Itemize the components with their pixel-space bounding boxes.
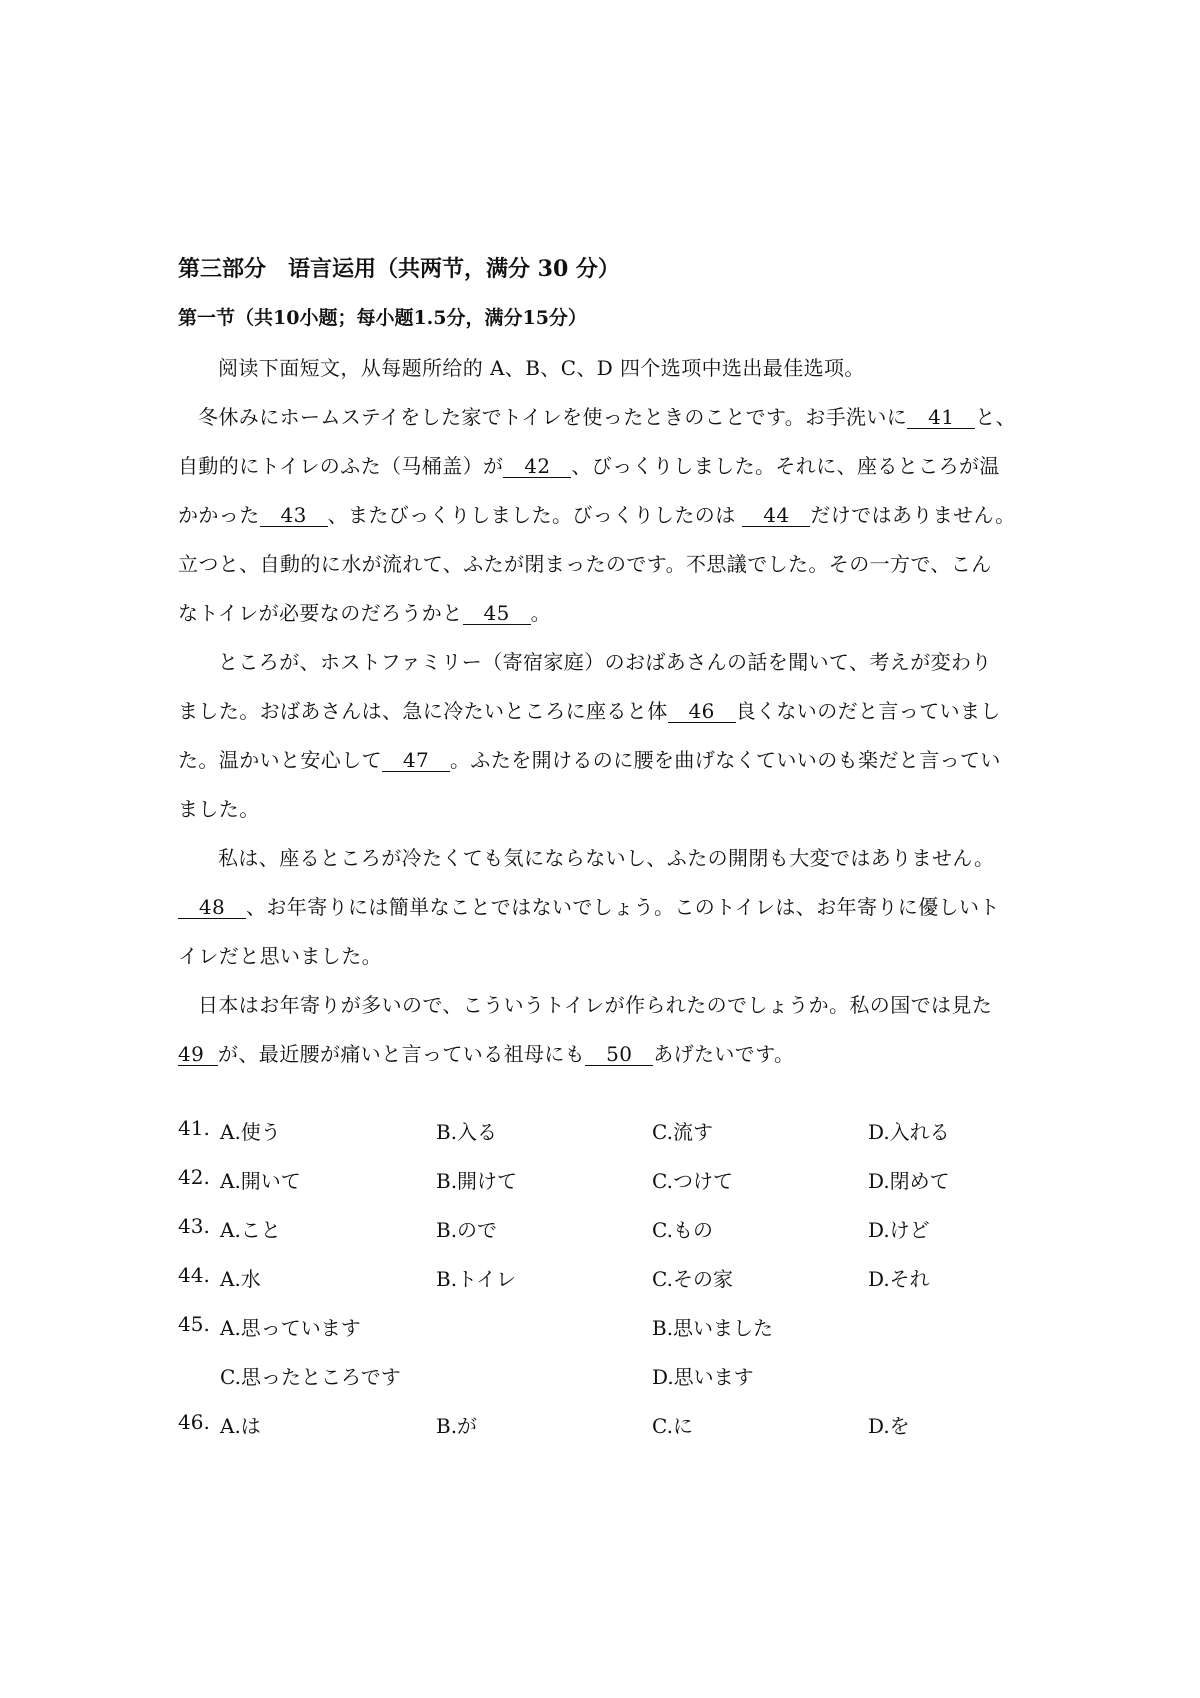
- passage-line: [178, 1038, 794, 1067]
- passage-line: [178, 744, 1001, 773]
- passage-text: なトイレが必要なのだろうかと: [178, 601, 463, 625]
- passage-text: かかった: [178, 503, 260, 527]
- option-d[interactable]: D.閉めて: [868, 1169, 950, 1193]
- blank-44: 44: [742, 505, 810, 527]
- option-d[interactable]: D.思います: [652, 1365, 754, 1389]
- passage-line: ところが、ホストファミリー（寄宿家庭）のおばあさんの話を聞いて、考えが変わり: [218, 650, 992, 674]
- option-b[interactable]: B.トイレ: [436, 1267, 517, 1291]
- passage-text: た。温かいと安心して: [178, 748, 382, 772]
- option-a[interactable]: A.は: [220, 1414, 261, 1438]
- option-a[interactable]: A.こと: [220, 1218, 281, 1242]
- option-b[interactable]: B.入る: [436, 1120, 498, 1144]
- option-c[interactable]: C.に: [652, 1414, 693, 1438]
- option-d[interactable]: D.を: [868, 1414, 910, 1438]
- section-title: 第一节（共10小题；每小题1.5分，满分15分）: [178, 307, 587, 329]
- passage-line: [178, 891, 1000, 920]
- blank-47: 47: [382, 750, 450, 772]
- passage-line: ました。: [178, 797, 260, 821]
- blank-42: 42: [503, 456, 571, 478]
- passage-text: 自動的にトイレのふた（马桶盖）が: [178, 454, 504, 478]
- question-number: 46.: [178, 1410, 210, 1434]
- passage-text: 冬休みにホームステイをした家でトイレを使ったときのことです。お手洗いに: [198, 405, 908, 429]
- option-c[interactable]: C.もの: [652, 1218, 713, 1242]
- passage-line: 私は、座るところが冷たくても気にならないし、ふたの開閉も大変ではありません。: [218, 846, 995, 870]
- blank-45: 45: [463, 603, 531, 625]
- passage-line: 日本はお年寄りが多いので、こういうトイレが作られたのでしょうか。私の国では見た: [198, 993, 993, 1017]
- passage-text: が、最近腰が痛いと言っている祖母にも: [218, 1042, 586, 1066]
- question-number: 44.: [178, 1263, 210, 1287]
- question-number: 42.: [178, 1165, 210, 1189]
- blank-49: 49: [178, 1044, 218, 1066]
- passage-text: 。: [530, 601, 552, 625]
- part-title: 第三部分 语言运用（共两节，满分 30 分）: [178, 256, 620, 282]
- passage-line: [178, 499, 1016, 528]
- option-d[interactable]: D.それ: [868, 1267, 930, 1291]
- question-number: 43.: [178, 1214, 210, 1238]
- option-b[interactable]: B.開けて: [436, 1169, 518, 1193]
- passage-text: と、: [975, 405, 1017, 429]
- passage-line: イレだと思いました。: [178, 944, 382, 968]
- option-b[interactable]: B.ので: [436, 1218, 498, 1242]
- passage-line: [178, 450, 1000, 479]
- instruction: 阅读下面短文，从每题所给的 A、B、C、D 四个选项中选出最佳选项。: [218, 356, 865, 380]
- blank-46: 46: [668, 701, 736, 723]
- option-a[interactable]: A.思っています: [220, 1316, 361, 1340]
- passage-text: あげたいです。: [653, 1042, 795, 1066]
- passage-line: [198, 401, 1016, 430]
- option-a[interactable]: A.使う: [220, 1120, 281, 1144]
- option-a[interactable]: A.水: [220, 1267, 261, 1291]
- blank-50: 50: [585, 1044, 653, 1066]
- passage-text: 、びっくりしました。それに、座るところが温: [571, 454, 1000, 478]
- passage-line: [178, 597, 551, 626]
- question-number: 45.: [178, 1312, 210, 1336]
- passage-text: 、お年寄りには簡単なことではないでしょう。このトイレは、お年寄りに優しいト: [246, 895, 1000, 919]
- blank-41: 41: [907, 407, 975, 429]
- blank-43: 43: [260, 505, 328, 527]
- question-number: 41.: [178, 1116, 210, 1140]
- option-c[interactable]: C.その家: [652, 1267, 733, 1291]
- option-a[interactable]: A.開いて: [220, 1169, 301, 1193]
- option-b[interactable]: B.が: [436, 1414, 478, 1438]
- option-c[interactable]: C.思ったところです: [220, 1365, 401, 1389]
- option-d[interactable]: D.入れる: [868, 1120, 950, 1144]
- passage-line: [178, 695, 1001, 724]
- passage-text: 。ふたを開けるのに腰を曲げなくていいのも楽だと言ってい: [450, 748, 1001, 772]
- passage-text: 良くないのだと言っていまし: [735, 699, 1001, 723]
- blank-48: 48: [178, 897, 246, 919]
- passage-text: ました。おばあさんは、急に冷たいところに座ると体: [178, 699, 668, 723]
- passage-text: だけではありません。: [810, 503, 1016, 527]
- option-b[interactable]: B.思いました: [652, 1316, 774, 1340]
- option-d[interactable]: D.けど: [868, 1218, 930, 1242]
- option-c[interactable]: C.つけて: [652, 1169, 733, 1193]
- option-c[interactable]: C.流す: [652, 1120, 713, 1144]
- passage-line: 立つと、自動的に水が流れて、ふたが閉まったのです。不思議でした。その一方で、こん: [178, 552, 992, 576]
- passage-text: 、またびっくりしました。びっくりしたのは: [327, 503, 736, 527]
